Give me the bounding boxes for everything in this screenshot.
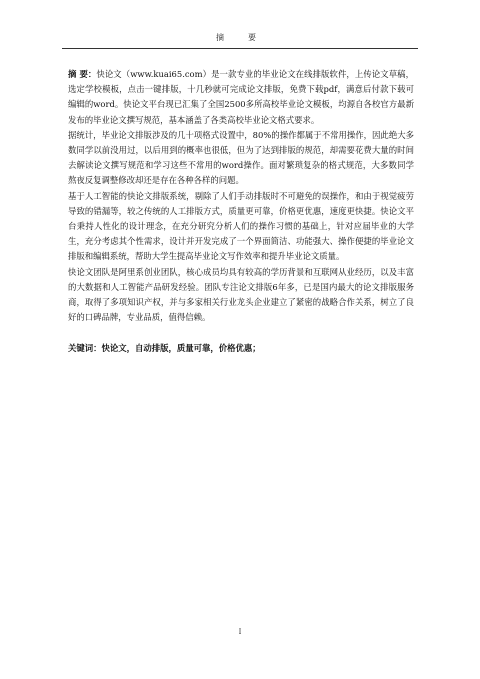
abstract-paragraph-4: 快论文团队是阿里系创业团队，核心成员均具有较高的学历背景和互联网从业经历，以及丰富的大数据和人工智能产品研发经验。团队专注论文排版6年多，已是国内最大的论文排版服务商，取得了多项知识产权，并与多家相关行业龙头企业建立了紧密的战略合作关系，树立了良好的口碑品牌，专业品质，值得信赖。 [68,266,414,323]
page-number: I [238,628,242,636]
abstract-paragraph-1 [68,67,414,128]
abstract-paragraph-2: 据统计，毕业论文排版涉及的几十项格式设置中，80%的操作都属于不常用操作，因此绝大多数同学以前没用过，以后用到的概率也很低，但为了达到排版的规范，却需要花费大量的时间去解读论文撰写规范和学习这些不常用的word操作。面对繁琐复杂的格式规范，大多数同学熬夜反复调整修改却还是存在各种各样的问题。 [68,129,414,186]
page-header: 摘 要 [216,33,264,42]
header-rule [62,48,418,49]
abstract-body [68,67,414,357]
abstract-paragraph-1-text: 快论文（www.kuai65.com）是一款专业的毕业论文在线排版软件，上传论文草稿，选定学校模板，点击一键排版，十几秒就可完成论文排版，免费下载pdf，满意后付款下载可编辑的word。快论文平台现已汇集了全国2500多所高校毕业论文模板，均源自各校官方最新发布的毕业论文撰写规范，基本涵盖了各类高校毕业论文格式要求。 [68,69,415,125]
abstract-paragraph-3: 基于人工智能的快论文排版系统，剔除了人们手动排版时不可避免的误操作，和由于视觉疲劳导致的错漏等，较之传统的人工排版方式，质量更可靠，价格更优惠，速度更快捷。快论文平台秉持人性化的设计理念，在充分研究分析人们的操作习惯的基础上，针对应届毕业的大学生，充分考虑其个性需求，设计并开发完成了一个界面简洁、功能强大、操作便捷的毕业论文排版和编辑系统，帮助大学生提高毕业论文写作效率和提升毕业论文质量。 [68,190,414,262]
abstract-label: 摘 要： [68,69,97,79]
keywords-line: 关键词：快论文，自动排版，质量可靠，价格优惠； [68,343,261,354]
